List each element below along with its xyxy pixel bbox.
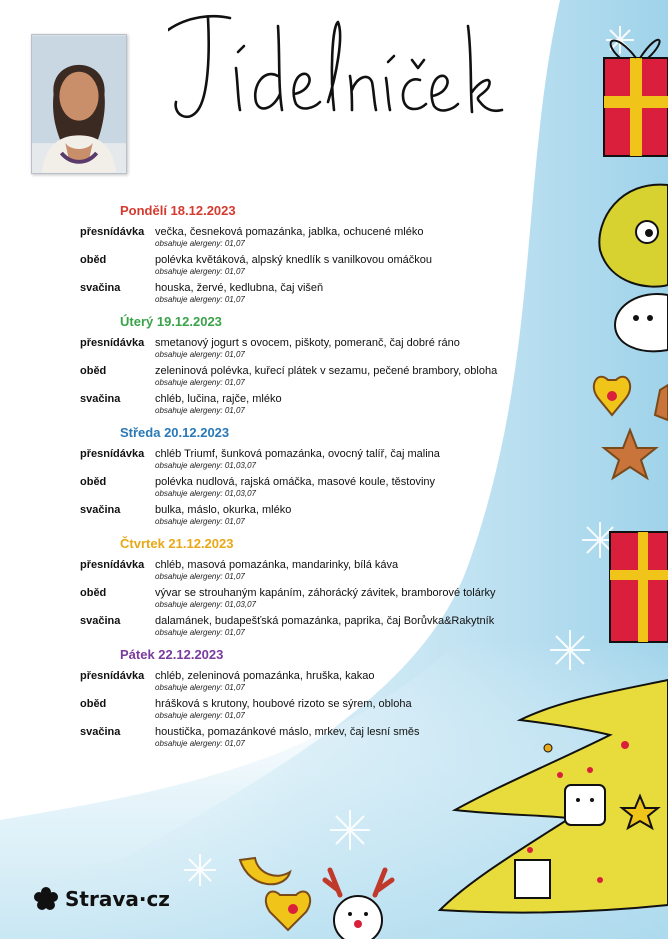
- weekly-menu: [80, 200, 520, 755]
- cow-character-icon: [565, 785, 605, 825]
- day-title: Pátek 22.12.2023: [120, 647, 224, 662]
- meal-allergens: obsahuje alergeny: 01,07: [155, 378, 245, 387]
- meal-allergens: obsahuje alergeny: 01,07: [155, 239, 245, 248]
- meal-name: oběd: [80, 365, 107, 377]
- gift-icon: [604, 40, 668, 156]
- meal-allergens: obsahuje alergeny: 01,03,07: [155, 600, 256, 609]
- meal-allergens: obsahuje alergeny: 01,07: [155, 572, 245, 581]
- meal-row: [80, 502, 520, 530]
- day-section: [80, 200, 520, 308]
- meal-row: [80, 557, 520, 585]
- meal-name: oběd: [80, 698, 107, 710]
- meal-row: [80, 585, 520, 613]
- meal-allergens: obsahuje alergeny: 01,07: [155, 295, 245, 304]
- day-section: [80, 644, 520, 752]
- meal-allergens: obsahuje alergeny: 01,07: [155, 517, 245, 526]
- meal-row: [80, 613, 520, 641]
- meal-description: hrášková s krutony, houbové rizoto se sýrem, obloha: [155, 698, 412, 710]
- meal-allergens: obsahuje alergeny: 01,07: [155, 711, 245, 720]
- meal-name: přesnídávka: [80, 226, 145, 238]
- meal-description: dalamánek, budapešťská pomazánka, paprika, čaj Borůvka&Rakytník: [155, 615, 495, 627]
- meal-row: [80, 696, 520, 724]
- logo-text: Strava·cz: [65, 887, 170, 911]
- meal-allergens: obsahuje alergeny: 01,07: [155, 683, 245, 692]
- meal-description: polévka nudlová, rajská omáčka, masové koule, těstoviny: [155, 476, 436, 488]
- meal-allergens: obsahuje alergeny: 01,07: [155, 739, 245, 748]
- meal-name: svačina: [80, 615, 121, 627]
- meal-row: [80, 724, 520, 752]
- day-title: Pondělí 18.12.2023: [120, 203, 236, 218]
- gift-icon: [610, 532, 668, 642]
- day-title: Úterý 19.12.2023: [120, 314, 222, 329]
- meal-name: oběd: [80, 254, 107, 266]
- meal-allergens: obsahuje alergeny: 01,03,07: [155, 489, 256, 498]
- meal-name: přesnídávka: [80, 670, 145, 682]
- meal-row: [80, 224, 520, 252]
- meal-name: přesnídávka: [80, 448, 145, 460]
- meal-row: [80, 252, 520, 280]
- meal-name: oběd: [80, 476, 107, 488]
- meal-row: [80, 446, 520, 474]
- meal-name: svačina: [80, 504, 121, 516]
- portrait-image: [32, 35, 126, 173]
- meal-name: přesnídávka: [80, 337, 145, 349]
- meal-allergens: obsahuje alergeny: 01,07: [155, 267, 245, 276]
- meal-description: vývar se strouhaným kapáním, záhorácký závitek, bramborové tolárky: [155, 587, 496, 599]
- meal-allergens: obsahuje alergeny: 01,03,07: [155, 461, 256, 470]
- meal-allergens: obsahuje alergeny: 01,07: [155, 406, 245, 415]
- meal-description: polévka květáková, alpský knedlík s vanilkovou omáčkou: [155, 254, 432, 266]
- meal-description: houstička, pomazánkové máslo, mrkev, čaj lesní směs: [155, 726, 420, 738]
- meal-name: svačina: [80, 282, 121, 294]
- flower-icon: [33, 886, 59, 912]
- strava-logo: [33, 884, 170, 914]
- meal-name: oběd: [80, 587, 107, 599]
- meal-description: chléb, zeleninová pomazánka, hruška, kakao: [155, 670, 375, 682]
- meal-row: [80, 363, 520, 391]
- page-title: [168, 6, 508, 130]
- meal-row: [80, 280, 520, 308]
- meal-description: chléb, lučina, rajče, mléko: [155, 393, 282, 405]
- meal-name: přesnídávka: [80, 559, 145, 571]
- meal-description: bulka, máslo, okurka, mléko: [155, 504, 292, 516]
- meal-description: chléb, masová pomazánka, mandarinky, bílá káva: [155, 559, 399, 571]
- day-title: Středa 20.12.2023: [120, 425, 230, 440]
- staff-photo: [31, 34, 127, 174]
- meal-description: večka, česneková pomazánka, jablka, ochucené mléko: [155, 226, 424, 238]
- meal-allergens: obsahuje alergeny: 01,07: [155, 350, 245, 359]
- meal-description: smetanový jogurt s ovocem, piškoty, pomeranč, čaj dobré ráno: [155, 337, 460, 349]
- meal-description: houska, žervé, kedlubna, čaj višeň: [155, 282, 324, 294]
- meal-row: [80, 335, 520, 363]
- day-title: Čtvrtek 21.12.2023: [120, 536, 234, 551]
- day-section: [80, 533, 520, 641]
- meal-name: svačina: [80, 393, 121, 405]
- meal-description: zeleninová polévka, kuřecí plátek v sezamu, pečené brambory, obloha: [155, 365, 498, 377]
- meal-row: [80, 474, 520, 502]
- meal-row: [80, 668, 520, 696]
- meal-allergens: obsahuje alergeny: 01,07: [155, 628, 245, 637]
- meal-name: svačina: [80, 726, 121, 738]
- day-section: [80, 422, 520, 530]
- meal-description: chléb Triumf, šunková pomazánka, ovocný talíř, čaj malina: [155, 448, 440, 460]
- day-section: [80, 311, 520, 419]
- meal-row: [80, 391, 520, 419]
